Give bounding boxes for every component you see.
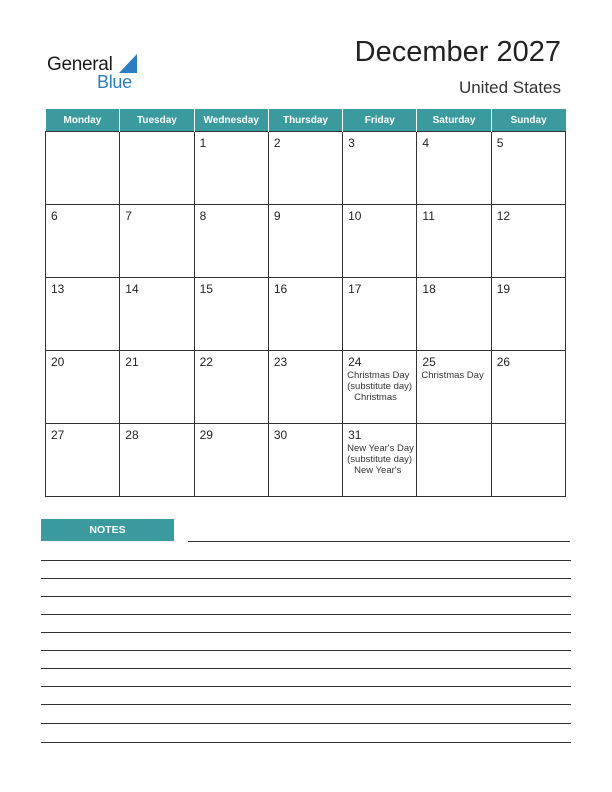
day-number: 19 <box>496 282 511 296</box>
calendar-day-cell <box>268 424 342 497</box>
day-number: 30 <box>273 428 288 442</box>
weekday-header: Sunday <box>491 109 565 132</box>
calendar-day-cell <box>120 132 194 205</box>
day-number: 31 <box>348 428 362 442</box>
calendar-day-cell <box>343 132 417 205</box>
day-number: 6 <box>51 209 58 223</box>
calendar-day-cell <box>491 351 565 424</box>
calendar-day-cell <box>268 278 342 351</box>
day-number: 7 <box>125 209 132 223</box>
calendar-week-row <box>46 278 566 351</box>
weekday-header: Wednesday <box>194 109 268 132</box>
weekday-header: Monday <box>46 109 120 132</box>
notes-line <box>41 668 571 669</box>
calendar-day-cell <box>268 351 342 424</box>
day-number: 12 <box>496 209 511 223</box>
calendar-week-row <box>46 424 566 497</box>
calendar-day-cell <box>120 424 194 497</box>
logo-triangle-icon <box>116 54 138 74</box>
calendar-day-cell <box>417 424 491 497</box>
day-number: 9 <box>273 209 281 223</box>
logo <box>47 52 147 92</box>
day-number: 29 <box>199 428 213 442</box>
day-number: 3 <box>348 136 355 150</box>
notes-line <box>41 686 571 687</box>
weekday-header: Friday <box>343 109 417 132</box>
notes-line <box>41 650 571 651</box>
day-number: 25 <box>422 355 436 369</box>
notes-line <box>41 560 571 561</box>
day-number: 26 <box>496 355 511 369</box>
notes-line <box>41 723 571 724</box>
calendar-day-cell <box>491 424 565 497</box>
weekday-header-row <box>46 109 566 132</box>
day-number: 14 <box>125 282 139 296</box>
calendar-day-cell <box>194 278 268 351</box>
weekday-header: Saturday <box>417 109 491 132</box>
calendar-day-cell <box>343 424 417 497</box>
notes-header: NOTES <box>41 519 174 541</box>
holiday-extra-name: Christmas <box>354 392 397 403</box>
holiday-name: New Year's Day (substitute day) <box>347 443 414 465</box>
logo-blue-text: Blue <box>97 72 132 92</box>
holiday-extra-name: New Year's <box>354 465 402 476</box>
calendar-day-cell <box>343 278 417 351</box>
day-number: 13 <box>51 282 65 296</box>
weekday-header: Tuesday <box>120 109 194 132</box>
day-number: 1 <box>199 136 207 150</box>
calendar-day-cell <box>268 132 342 205</box>
page-title: December 2027 <box>354 36 561 68</box>
calendar-day-cell <box>194 205 268 278</box>
country-label: United States <box>458 78 561 97</box>
calendar-day-cell <box>120 351 194 424</box>
holiday-name: Christmas Day (substitute day) <box>347 370 413 392</box>
day-number: 21 <box>125 355 139 369</box>
logo-general-text: General <box>47 54 113 75</box>
calendar-day-cell <box>194 351 268 424</box>
calendar-grid <box>45 109 566 497</box>
day-number: 16 <box>273 282 288 296</box>
day-number: 18 <box>422 282 436 296</box>
day-number: 22 <box>199 355 213 369</box>
calendar-day-cell <box>417 351 491 424</box>
day-number: 23 <box>273 355 288 369</box>
calendar-day-cell <box>194 132 268 205</box>
calendar-body <box>46 132 566 497</box>
calendar-day-cell <box>46 351 120 424</box>
day-number: 24 <box>348 355 362 369</box>
day-number: 11 <box>422 209 435 223</box>
calendar-day-cell <box>120 278 194 351</box>
calendar-day-cell <box>417 132 491 205</box>
calendar-day-cell <box>417 205 491 278</box>
holiday-label <box>347 370 415 403</box>
day-number: 27 <box>51 428 65 442</box>
day-number: 10 <box>348 209 362 223</box>
calendar-day-cell <box>343 205 417 278</box>
day-number: 15 <box>199 282 213 296</box>
calendar-day-cell <box>417 278 491 351</box>
day-number: 28 <box>125 428 139 442</box>
calendar-day-cell <box>268 205 342 278</box>
notes-line <box>41 632 571 633</box>
calendar-week-row <box>46 351 566 424</box>
notes-line <box>188 541 570 542</box>
calendar-day-cell <box>491 132 565 205</box>
holiday-label <box>347 443 415 476</box>
notes-line <box>41 614 571 615</box>
notes-line <box>41 578 571 579</box>
holiday-name: Christmas Day <box>421 370 484 381</box>
calendar-day-cell <box>46 132 120 205</box>
day-number: 20 <box>51 355 65 369</box>
calendar-day-cell <box>46 205 120 278</box>
day-number: 4 <box>422 136 430 150</box>
weekday-header: Thursday <box>268 109 342 132</box>
day-number: 17 <box>348 282 362 296</box>
calendar-day-cell <box>343 351 417 424</box>
calendar-week-row <box>46 132 566 205</box>
notes-line <box>41 596 571 597</box>
calendar-day-cell <box>491 205 565 278</box>
day-number: 5 <box>496 136 504 150</box>
holiday-label <box>421 370 489 381</box>
day-number: 8 <box>199 209 207 223</box>
calendar-week-row <box>46 205 566 278</box>
day-number: 2 <box>273 136 281 150</box>
calendar-day-cell <box>46 278 120 351</box>
calendar-day-cell <box>120 205 194 278</box>
notes-line <box>41 704 571 705</box>
calendar-day-cell <box>194 424 268 497</box>
calendar-day-cell <box>46 424 120 497</box>
notes-line <box>41 742 571 743</box>
calendar-day-cell <box>491 278 565 351</box>
